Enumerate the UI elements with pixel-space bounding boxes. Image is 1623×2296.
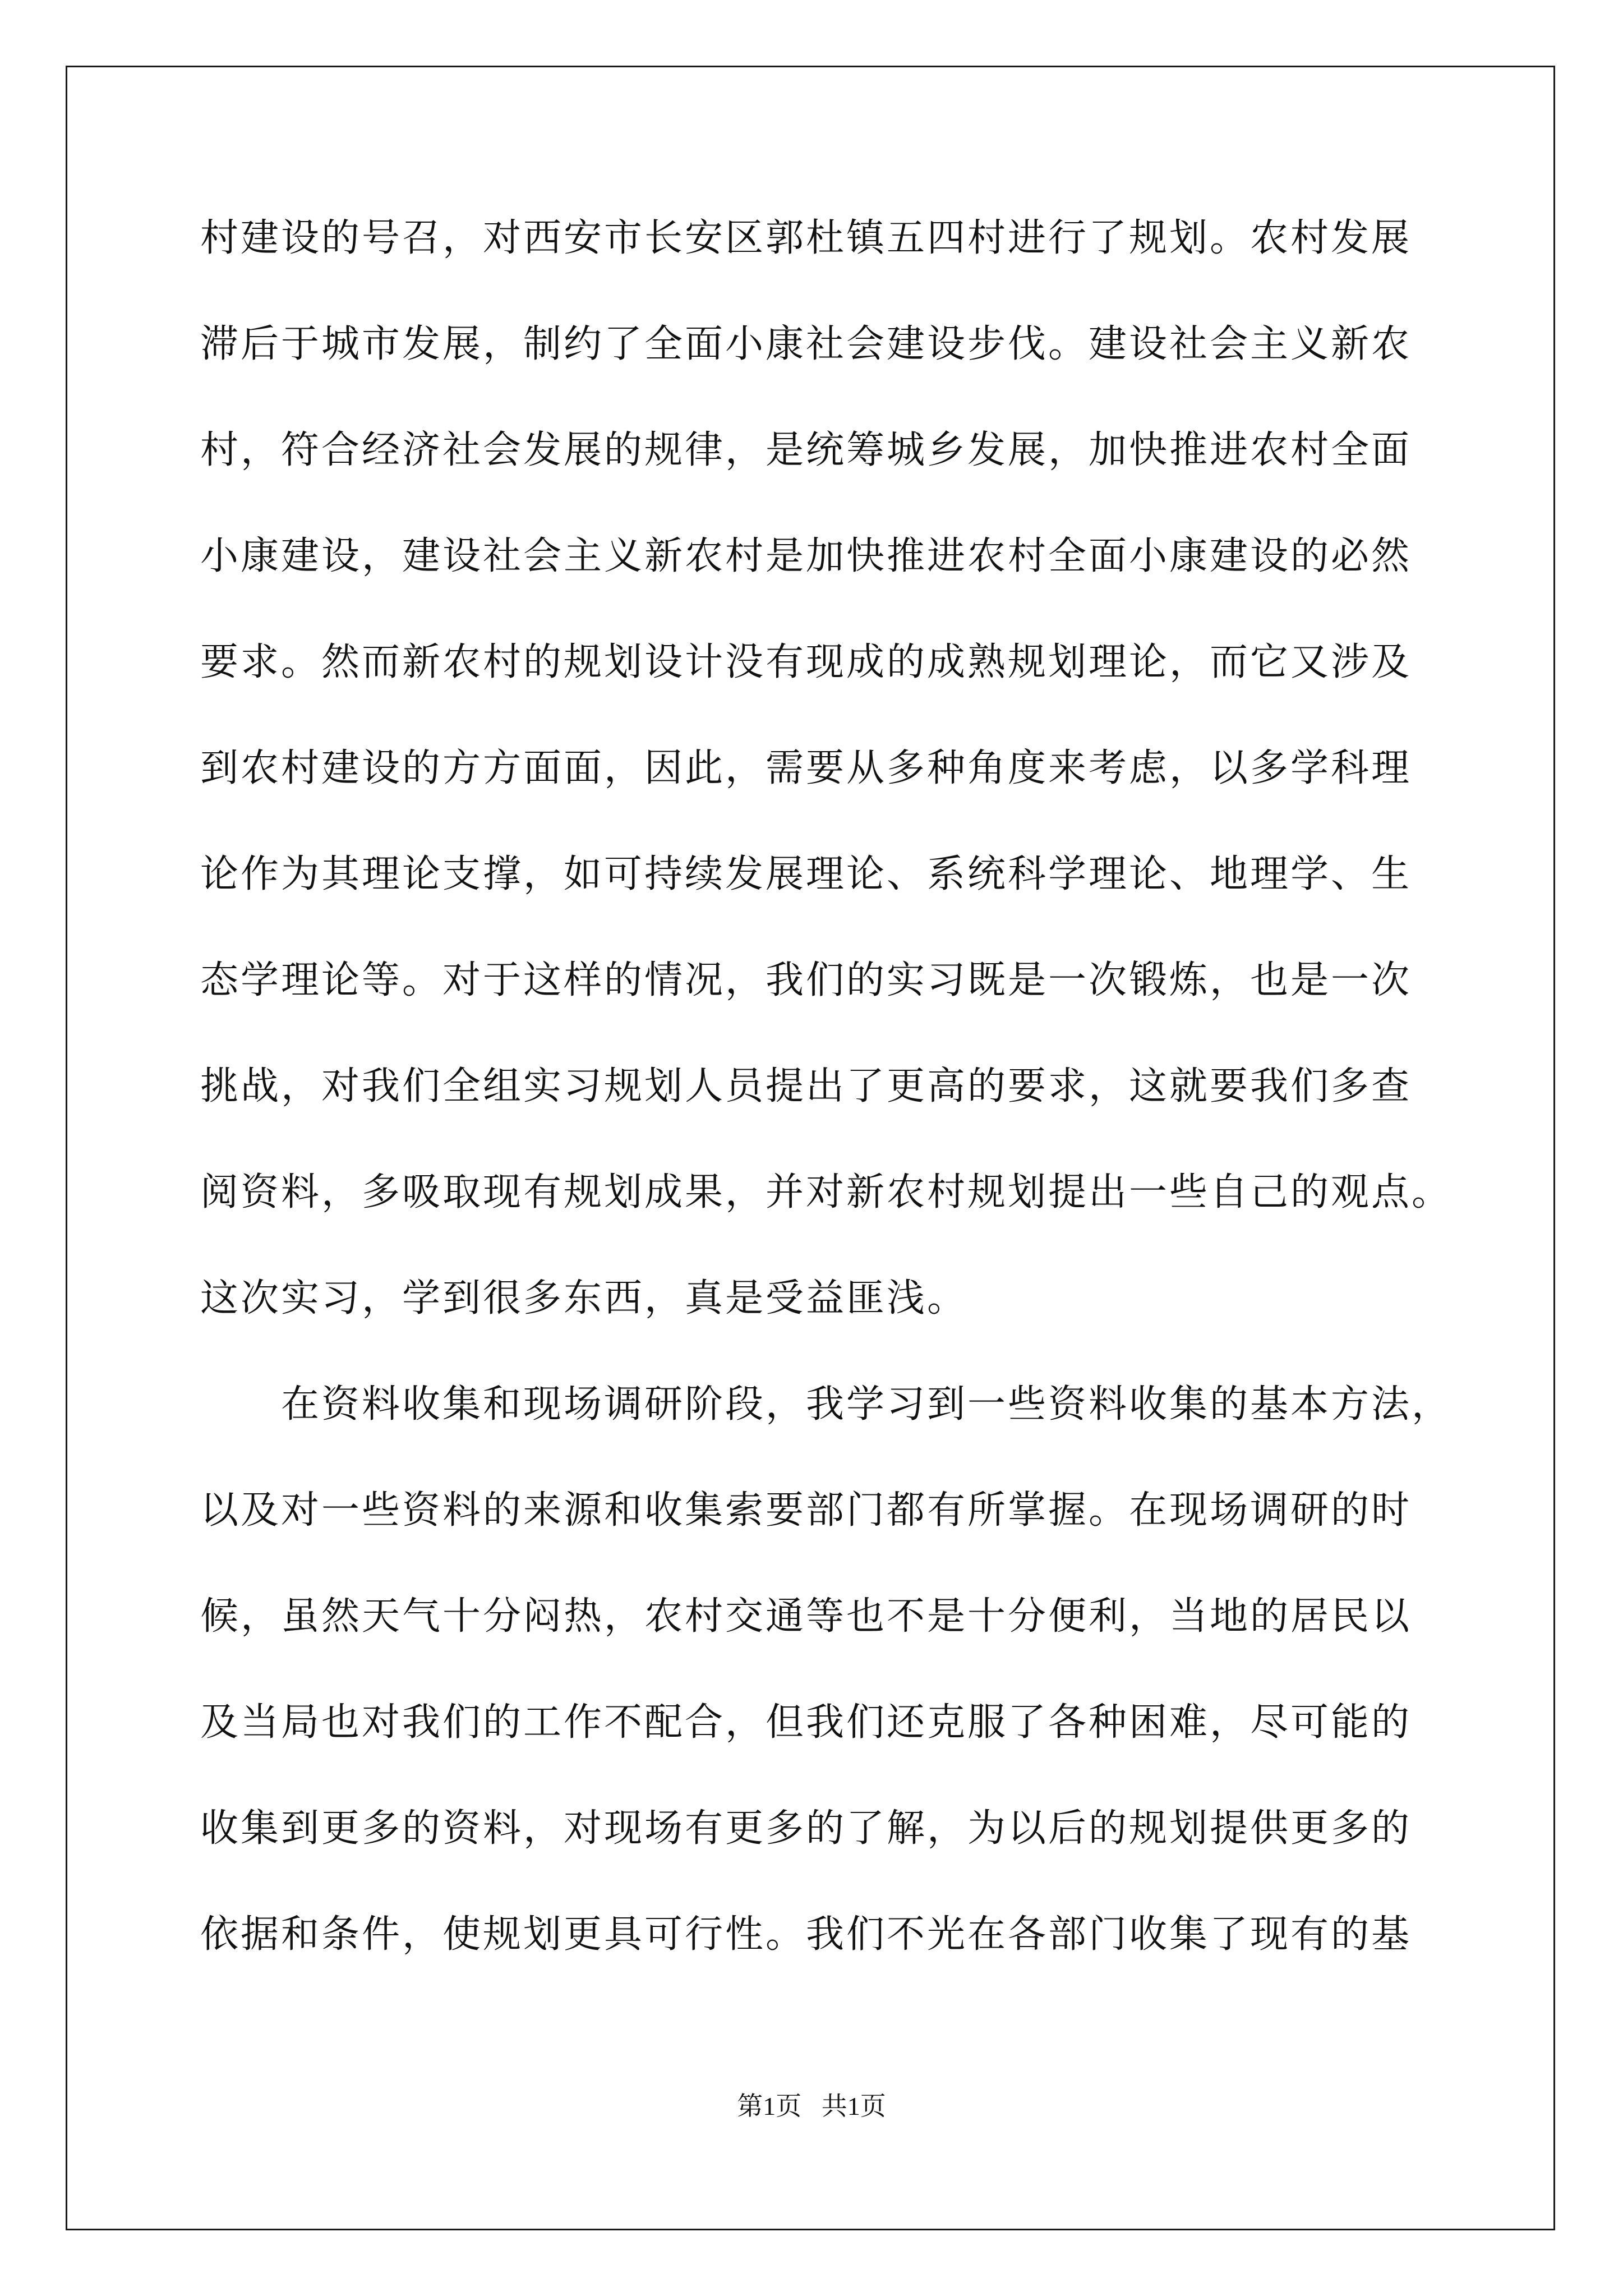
text-line: 滞后于城市发展，制约了全面小康社会建设步伐。建设社会主义新农: [200, 322, 1412, 366]
text-line: 要求。然而新农村的规划设计没有现成的成熟规划理论，而它又涉及: [200, 640, 1412, 684]
text-line: 这次实习，学到很多东西，真是受益匪浅。: [200, 1276, 968, 1320]
text-line: 及当局也对我们的工作不配合，但我们还克服了各种困难，尽可能的: [200, 1700, 1412, 1745]
document-body: [200, 216, 1453, 2018]
page-footer: [0, 2086, 1623, 2123]
text-line: 阅资料，多吸取现有规划成果，并对新农村规划提出一些自己的观点。: [200, 1170, 1453, 1214]
text-line: 候，虽然天气十分闷热，农村交通等也不是十分便利，当地的居民以: [200, 1594, 1412, 1639]
text-line: 村，符合经济社会发展的规律，是统筹城乡发展，加快推进农村全面: [200, 428, 1412, 472]
paragraph-first-line: 在资料收集和现场调研阶段，我学习到一些资料收集的基本方法，: [281, 1382, 1453, 1427]
text-line: 依据和条件，使规划更具可行性。我们不光在各部门收集了现有的基: [200, 1912, 1412, 1957]
text-line: 挑战，对我们全组实习规划人员提出了更高的要求，这就要我们多查: [200, 1064, 1412, 1108]
text-line: 到农村建设的方方面面，因此，需要从多种角度来考虑，以多学科理: [200, 746, 1412, 790]
page-total: 共1页: [821, 2092, 886, 2120]
text-line: 村建设的号召，对西安市长安区郭杜镇五四村进行了规划。农村发展: [200, 216, 1412, 260]
text-line: 态学理论等。对于这样的情况，我们的实习既是一次锻炼，也是一次: [200, 958, 1412, 1002]
text-line: 论作为其理论支撑，如可持续发展理论、系统科学理论、地理学、生: [200, 852, 1412, 896]
page-number: 第1页: [737, 2092, 802, 2120]
text-line: 以及对一些资料的来源和收集索要部门都有所掌握。在现场调研的时: [200, 1488, 1412, 1533]
text-line: 小康建设，建设社会主义新农村是加快推进农村全面小康建设的必然: [200, 534, 1412, 578]
text-line: 收集到更多的资料，对现场有更多的了解，为以后的规划提供更多的: [200, 1806, 1412, 1851]
